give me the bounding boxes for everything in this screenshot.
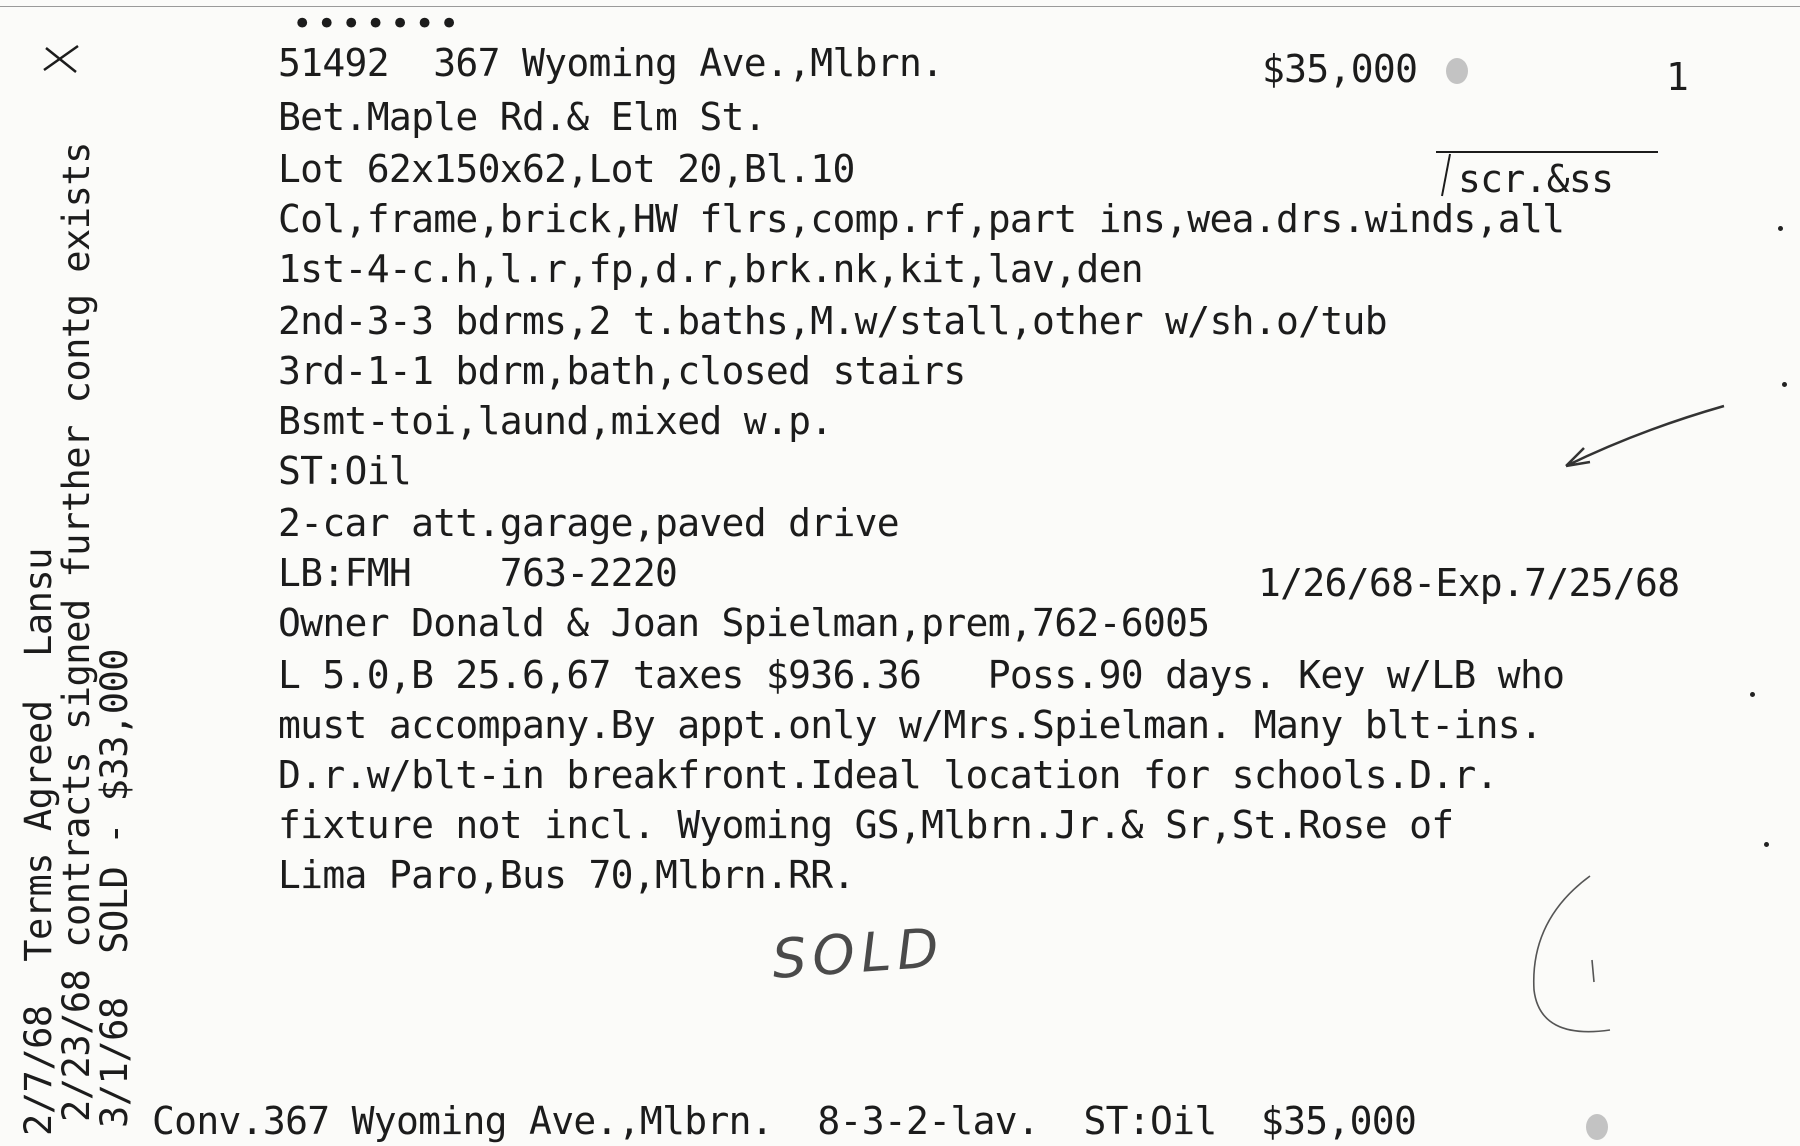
card-number: 1 [1666,55,1689,99]
lot-info: Lot 62x150x62,Lot 20,Bl.10 [278,147,855,191]
handwritten-sold: SOLD [770,916,947,991]
remarks-line: Lima Paro,Bus 70,Mlbrn.RR. [278,853,855,897]
listing-dates: 1/26/68-Exp.7/25/68 [1258,561,1680,605]
side-note-contracts: 2/23/68 contracts signed further contg exists [55,142,98,1122]
screens-note: scr.&ss [1458,157,1614,201]
cross-streets: Bet.Maple Rd.& Elm St. [278,95,766,139]
listing-number: 51492 [278,41,389,85]
first-floor-line: 1st-4-c.h,l.r,fp,d.r,brk.nk,kit,lav,den [278,247,1143,291]
third-floor-line: 3rd-1-1 bdrm,bath,closed stairs [278,349,966,393]
checkmark-icon [1566,406,1724,466]
construction-line: Col,frame,brick,HW flrs,comp.rf,part ins,wea.drs.winds,all [278,197,1565,241]
remarks-line: D.r.w/blt-in breakfront.Ideal location for schools.D.r. [278,753,1498,797]
garage-line: 2-car att.garage,paved drive [278,501,899,545]
property-address: 367 Wyoming Ave.,Mlbrn. [433,41,944,85]
listing-broker: LB:FMH [278,551,412,595]
strike-mark [44,46,78,72]
side-note-terms: 2/7/68 Terms Agreed Lansu [17,548,60,1136]
listing-price: $35,000 [1262,47,1418,91]
owner-line: Owner Donald & Joan Spielman,prem,762-6005 [278,601,1210,645]
header-dots: ••••••• [292,4,464,44]
broker-phone: 763-2220 [499,551,678,595]
scr-bracket [1442,154,1450,196]
remarks-line: must accompany.By appt.only w/Mrs.Spielman. Many blt-ins. [278,703,1543,747]
second-floor-line: 2nd-3-3 bdrms,2 t.baths,M.w/stall,other w/sh.o/tub [278,299,1387,343]
heating-line: ST:Oil [278,449,412,493]
remarks-line: fixture not incl. Wyoming GS,Mlbrn.Jr.& Sr,St.Rose of [278,803,1454,847]
basement-line: Bsmt-toi,laund,mixed w.p. [278,399,833,443]
side-note-sold: 3/1/68 SOLD - $33,000 [93,648,136,1128]
remarks-line: L 5.0,B 25.6,67 taxes $936.36 Poss.90 days. Key w/LB who [278,653,1565,697]
footer-summary: Conv.367 Wyoming Ave.,Mlbrn. 8-3-2-lav. ST:Oil $35,000 [152,1099,1417,1143]
pencil-mark [1534,876,1610,1032]
